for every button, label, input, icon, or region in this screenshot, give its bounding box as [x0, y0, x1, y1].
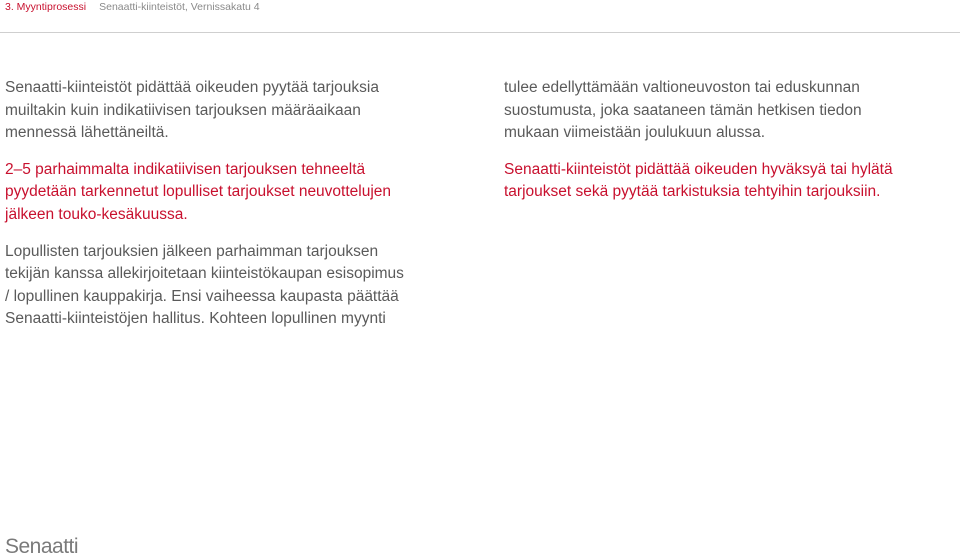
right-paragraph-2: Senaatti-kiinteistöt pidättää oikeuden hyväksyä tai hylätä tarjoukset sekä pyytää tarkistuksia tehtyihin tarjouksiin.: [504, 160, 893, 201]
left-paragraph-1: Senaatti-kiinteistöt pidättää oikeuden pyytää tarjouksia muiltakin kuin indikatiivisen tarjouksen määräaikaan mennessä lähettäneiltä.: [5, 79, 379, 142]
section-title: 3. Myyntiprosessi: [5, 1, 87, 13]
left-paragraph-3: Lopullisten tarjouksien jälkeen parhaimman tarjouksen tekijän kanssa allekirjoitetaan kiinteistökaupan esisopimus / lopullinen kauppakirja. Ensi vaiheessa kaupasta päättää Senaatti-kiinteistöjen hallitus. Kohteen lopullinen myynti: [5, 242, 404, 328]
right-paragraph-1: tulee edellyttämään valtioneuvoston tai eduskunnan suostumusta, joka saataneen tämän hetkisen tiedon mukaan viimeistään joulukuun alussa.: [504, 79, 862, 142]
slide-subtitle: Senaatti-kiinteistöt, Vernissakatu 4: [99, 1, 260, 13]
left-column: [5, 77, 475, 345]
header-divider: [0, 32, 960, 33]
svg-text:Senaatti: Senaatti: [5, 535, 79, 556]
senaatti-logo: [5, 528, 89, 556]
left-paragraph-2: 2–5 parhaimmalta indikatiivisen tarjouksen tehneeltä pyydetään tarkennetut lopulliset tarjoukset neuvottelujen jälkeen touko-kesäkuussa.: [5, 160, 392, 223]
right-column: [504, 77, 954, 218]
slide-header: [5, 0, 260, 14]
